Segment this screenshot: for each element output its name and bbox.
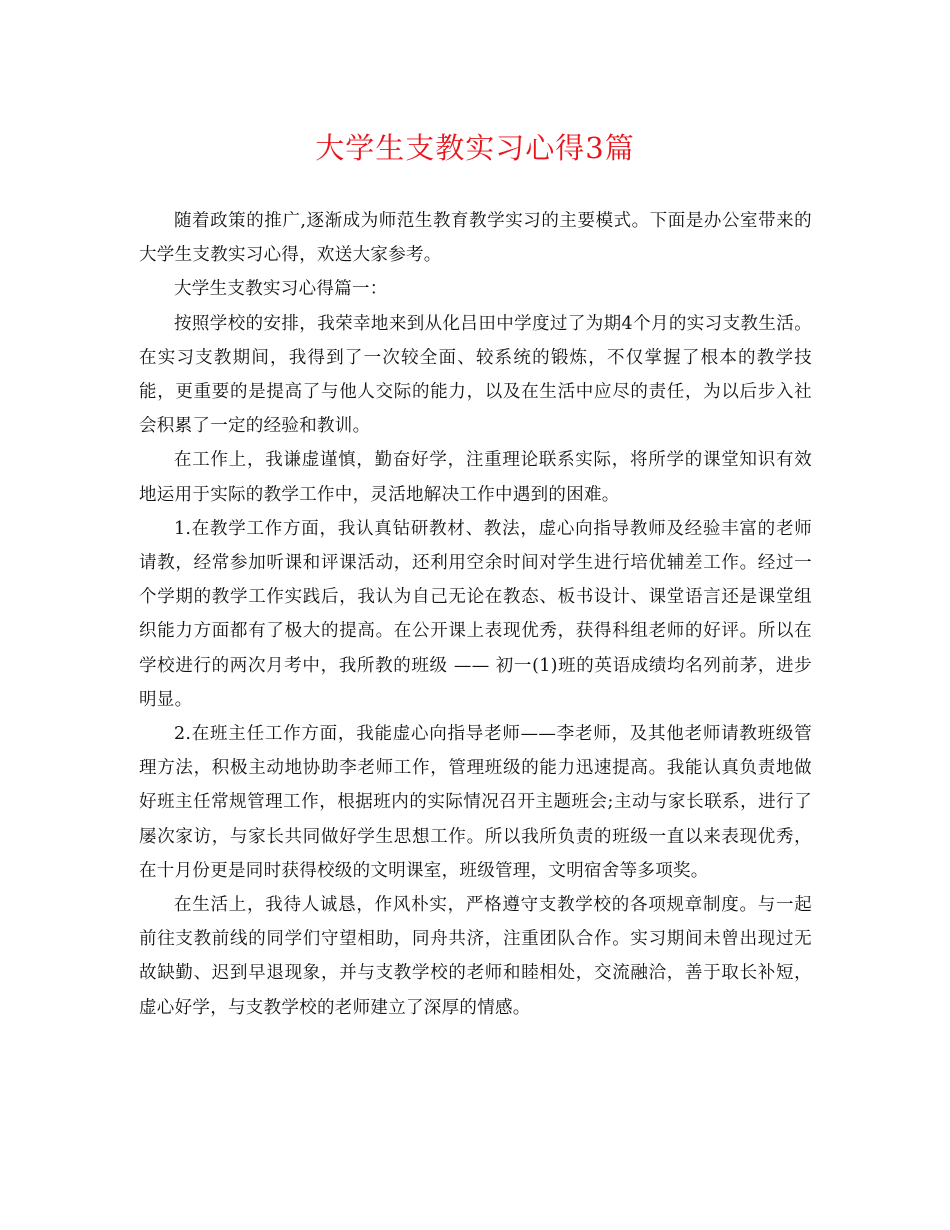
paragraph: 2.在班主任工作方面，我能虚心向指导老师——李老师，及其他老师请教班级管理方法，积极主动地协助李老师工作，管理班级的能力迅速提高。我能认真负责地做好班主任常规管理工作，根据班内的实际情况召开主题班会;主动与家长联系，进行了屡次家访，与家长共同做好学生思想工作。所以我所负责的班级一直以来表现优秀，在十月份更是同时获得校级的文明课室，班级管理，文明宿舍等多项奖。 xyxy=(139,724,812,881)
document-body xyxy=(139,204,812,1025)
paragraph-section-heading: 大学生支教实习心得篇一： xyxy=(174,279,388,300)
paragraph: 在工作上，我谦虚谨慎，勤奋好学，注重理论联系实际，将所学的课堂知识有效地运用于实际的教学工作中，灵活地解决工作中遇到的困难。 xyxy=(139,450,812,505)
document-title: 大学生支教实习心得3篇 xyxy=(315,131,635,165)
paragraph-intro: 随着政策的推广,逐渐成为师范生教育教学实习的主要模式。下面是办公室带来的大学生支教实习心得，欢送大家参考。 xyxy=(139,211,812,266)
paragraph: 在生活上，我待人诚恳，作风朴实，严格遵守支教学校的各项规章制度。与一起前往支教前线的同学们守望相助，同舟共济，注重团队合作。实习期间未曾出现过无故缺勤、迟到早退现象，并与支教学校的老师和睦相处，交流融洽，善于取长补短，虚心好学，与支教学校的老师建立了深厚的情感。 xyxy=(139,895,812,1018)
paragraph: 1.在教学工作方面，我认真钻研教材、教法，虚心向指导教师及经验丰富的老师请教，经常参加听课和评课活动，还利用空余时间对学生进行培优辅差工作。经过一个学期的教学工作实践后，我认为自己无论在教态、板书设计、课堂语言还是课堂组织能力方面都有了极大的提高。在公开课上表现优秀，获得科组老师的好评。所以在学校进行的两次月考中，我所教的班级 —— 初一(1)班的英语成绩均名列前茅，进步明显。 xyxy=(139,518,812,710)
paragraph: 按照学校的安排，我荣幸地来到从化吕田中学度过了为期4个月的实习支教生活。在实习支教期间，我得到了一次较全面、较系统的锻炼，不仅掌握了根本的教学技能，更重要的是提高了与他人交际的能力，以及在生活中应尽的责任，为以后步入社会积累了一定的经验和教训。 xyxy=(139,313,812,437)
